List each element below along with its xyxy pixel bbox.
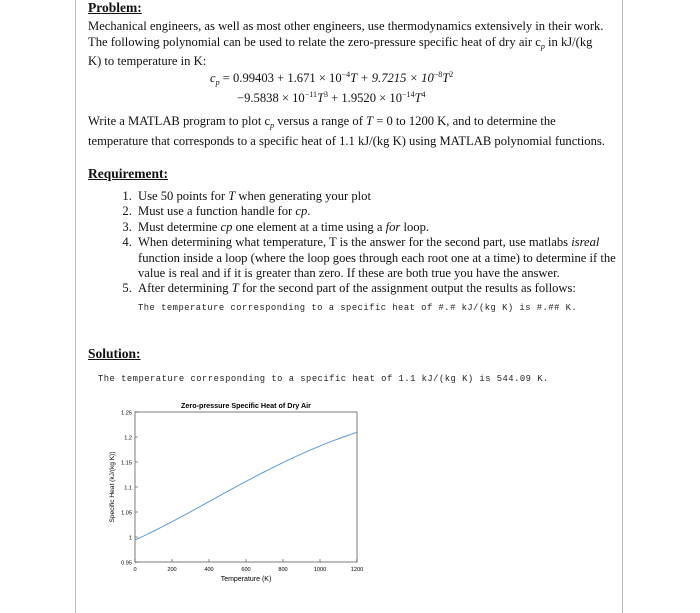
series-line-cp — [135, 432, 357, 540]
x-tick-label: 1000 — [313, 567, 327, 573]
requirement-item-2: 2. Must use a function handle for cp. — [135, 204, 635, 219]
x-axis-label: Temperature (K) — [220, 576, 272, 583]
x-tick-label: 200 — [167, 567, 177, 573]
x-tick-label: 600 — [241, 567, 251, 573]
x-axis — [133, 559, 363, 573]
requirement-item-4: 4. When determining what temperature, T is the answer for the second part, use matlabs isreal function inside a loop (where the loop goes through each root one at a time) to determine if the value is real and if it is greater than zero. If these are both true you have the answer. — [135, 235, 635, 281]
problem-heading: Problem: — [88, 0, 142, 15]
y-tick-label: 1.15 — [121, 460, 132, 467]
equation-line-2: $-9.5838 \times 10^{-11}T^3 + 1.9520 \times 10^{-14}T^4$ — [237, 90, 426, 105]
requirement-item-3: 3. Must determine cp one element at a time using a for loop. — [135, 220, 635, 235]
task-paragraph: Write a MATLAB program to plot $c_p$ versus a range of T = 0 to 1200 K, and to determine the temperature that corresponds to a specific heat of 1.1 kJ/(kg K) using MATLAB polynomial functions. — [88, 114, 605, 148]
equation-line-1: $c_p = 0.99403 + 1.671 \times 10^{-4}T + 9.7215 \times 10^{-8}T^2$ — [210, 70, 454, 87]
requirement-item-5: 5. After determining T for the second part of the assignment output the results as follows: The temperature corresponding to a specific heat of #.# kJ/(kg K) is #.## K. — [135, 281, 635, 316]
y-tick-label: 1 — [128, 535, 132, 542]
x-tick-label: 400 — [204, 567, 214, 573]
x-tick-label: 800 — [278, 567, 288, 573]
x-tick-label: 0 — [133, 567, 137, 573]
y-tick-label: 1.1 — [124, 485, 132, 492]
y-tick-label: 1.25 — [121, 410, 132, 417]
chart-title: Zero-pressure Specific Heat of Dry Air — [181, 401, 311, 410]
requirement-item-1: 1. Use 50 points for T when generating your plot — [135, 189, 635, 204]
y-tick-label: 0.95 — [121, 560, 132, 567]
problem-paragraph: Mechanical engineers, as well as most other engineers, use thermodynamics extensively in their work. The following polynomial can be used to relate the zero-pressure specific heat of dry air $c_p$ in kJ/(kg K) to temperature in K: — [88, 19, 604, 68]
x-tick-label: 1200 — [350, 567, 364, 573]
y-axis — [121, 410, 138, 566]
plot-area — [135, 412, 357, 562]
y-axis-label: Specific Heat (kJ/(kg K)) — [109, 451, 116, 523]
y-tick-label: 1.05 — [121, 510, 132, 517]
format-line: The temperature corresponding to a specific heat of #.# kJ/(kg K) is #.## K. — [138, 302, 578, 313]
requirement-heading: Requirement: — [88, 166, 168, 181]
solution-heading: Solution: — [88, 346, 141, 361]
solution-output-line: The temperature corresponding to a specific heat of 1.1 kJ/(kg K) is 544.09 K. — [98, 374, 549, 384]
y-tick-label: 1.2 — [124, 435, 132, 442]
